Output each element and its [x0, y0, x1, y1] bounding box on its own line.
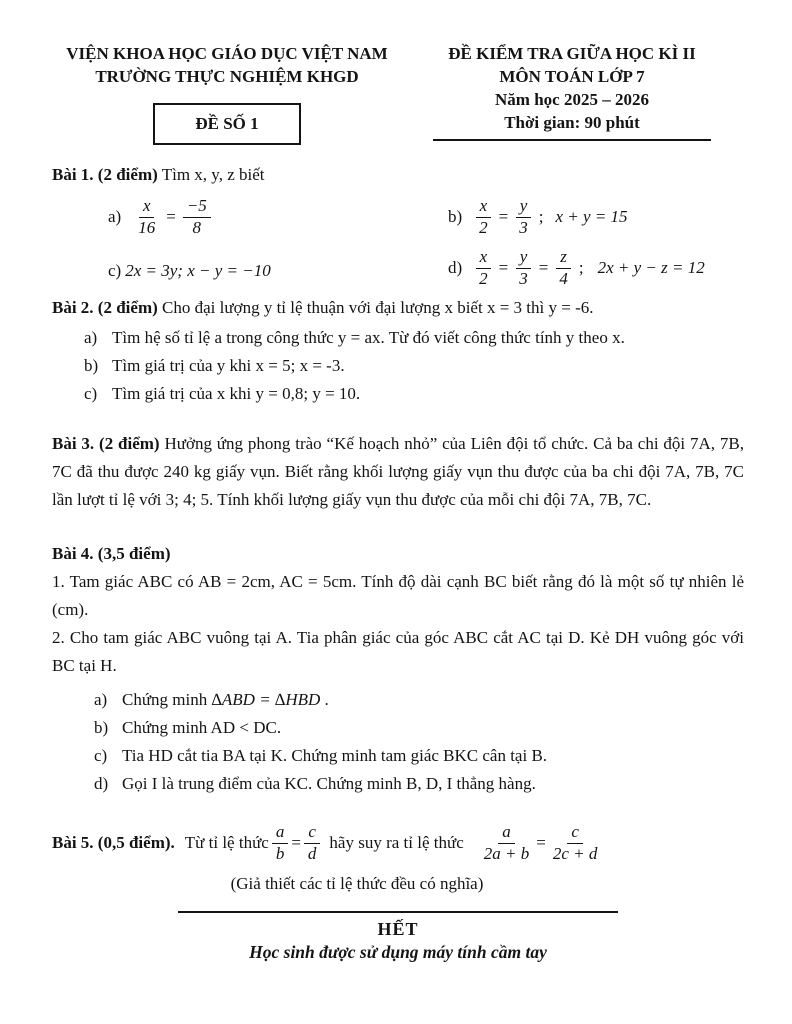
exam-title: ĐỀ KIỂM TRA GIỮA HỌC KÌ II — [448, 44, 696, 63]
fraction-numerator: y — [516, 196, 532, 218]
fraction-denominator: 2c + d — [552, 843, 598, 863]
bai1-item-c — [108, 247, 448, 288]
bai5-label: Bài 5. (0,5 điểm). — [52, 832, 175, 852]
fraction — [555, 247, 572, 288]
header-divider — [433, 139, 711, 141]
fraction — [475, 196, 492, 237]
bai3-paragraph — [52, 430, 744, 514]
bai4-item-d — [94, 770, 744, 798]
item-tag: b) — [84, 356, 99, 376]
equals-sign: = — [538, 257, 549, 277]
fraction-denominator: b — [275, 843, 285, 863]
bai1-item-b — [448, 196, 744, 237]
bai3-text: Hưởng ứng phong trào “Kế hoạch nhỏ” của Liên đội tổ chức. Cả ba chi đội 7A, 7B, 7C đã thu được 240 kg giấy vụn. Biết rằng khối lượng giấy vụn thu được của ba chi đội 7A, 7B, 7C lần lượt tỉ lệ với 3; 4; 5. Tính khối lượng giấy vụn thu được của mỗi chi đội 7A, 7B, 7C. — [52, 434, 744, 510]
fraction-denominator: 16 — [138, 217, 156, 237]
item-math: ∆ABD = ∆HBD — [211, 690, 321, 710]
fraction-denominator: d — [307, 843, 317, 863]
bai4-item-a — [94, 686, 744, 714]
bai1-problems — [108, 196, 744, 288]
fraction — [475, 247, 492, 288]
bai2-label: Bài 2. (2 điểm) — [52, 298, 158, 318]
item-tag: b) — [94, 718, 109, 738]
equals-sign: = — [291, 832, 301, 852]
fraction-denominator: 8 — [192, 217, 202, 237]
fraction-numerator: a — [498, 822, 515, 844]
fraction-numerator: z — [556, 247, 571, 269]
bai2-item-a — [84, 324, 744, 352]
bai5-text-2: hãy suy ra tỉ lệ thức — [329, 832, 464, 852]
equals-sign: = — [536, 832, 546, 852]
bai1-item-d — [448, 247, 744, 288]
header-right-block — [422, 42, 722, 141]
item-tag: a) — [94, 690, 108, 710]
subject-title: MÔN TOÁN LỚP 7 — [499, 67, 645, 86]
fraction — [480, 822, 533, 863]
bai2-item-b — [84, 352, 744, 380]
fraction-denominator: 3 — [519, 268, 528, 288]
item-tag: c) — [84, 384, 98, 404]
bai2-heading — [52, 294, 744, 322]
fraction — [134, 196, 159, 237]
bai1-label: Bài 1. (2 điểm) — [52, 165, 158, 184]
fraction-numerator: x — [476, 196, 492, 218]
footer-divider — [178, 911, 618, 913]
bai4-items — [52, 686, 744, 798]
bai1-intro: Tìm x, y, z biết — [157, 165, 265, 184]
item-text: Gọi I là trung điểm của KC. Chứng minh B, D, I thẳng hàng. — [122, 774, 536, 794]
bai4-heading: Bài 4. (3,5 điểm) — [52, 544, 171, 564]
exam-header — [52, 42, 744, 145]
fraction-numerator: c — [567, 822, 583, 844]
fraction — [549, 822, 602, 863]
fraction-numerator: c — [304, 822, 320, 844]
item-text — [122, 686, 329, 714]
item-text: Tia HD cắt tia BA tại K. Chứng minh tam giác BKC cân tại B. — [122, 746, 548, 766]
header-left-block — [52, 42, 402, 145]
bai2-items — [52, 324, 744, 408]
item-tag: b) — [448, 206, 463, 226]
fraction-numerator: x — [139, 196, 155, 218]
semicolon: ; — [538, 206, 544, 226]
item-tag: c) — [94, 746, 108, 766]
fraction — [272, 822, 289, 863]
equals-sign: = — [498, 257, 509, 277]
school-year: Năm học 2025 – 2026 — [495, 90, 649, 109]
calculator-note: Học sinh được sử dụng máy tính cầm tay — [249, 942, 547, 963]
bai4-item-b — [94, 714, 744, 742]
bai1-item-a — [108, 196, 448, 237]
bai4-problem-1: 1. Tam giác ABC có AB = 2cm, AC = 5cm. Tính độ dài cạnh BC biết rằng đó là một số tự nhiên lẻ (cm). — [52, 572, 744, 620]
fraction-denominator: 4 — [559, 268, 568, 288]
fraction — [515, 247, 532, 288]
bai3-label: Bài 3. (2 điểm) — [52, 434, 160, 454]
bai1-heading — [52, 161, 744, 188]
bai5-text-1: Từ tỉ lệ thức — [184, 832, 269, 852]
bai4-item-c — [94, 742, 744, 770]
exam-duration: Thời gian: 90 phút — [504, 113, 640, 132]
end-of-exam-label: HẾT — [377, 919, 419, 940]
fraction — [183, 196, 211, 237]
equals-sign: = — [166, 206, 176, 226]
bai1-b-equation: x + y = 15 — [555, 206, 628, 226]
bai1-d-equation: 2x + y − z = 12 — [597, 257, 705, 277]
item-text-prefix: Chứng minh — [122, 690, 212, 710]
bai5-note: (Giả thiết các tỉ lệ thức đều có nghĩa) — [230, 874, 484, 894]
bai2-intro: Cho đại lượng y tỉ lệ thuận với đại lượng x biết x = 3 thì y = -6. — [157, 298, 594, 318]
fraction-numerator: y — [516, 247, 532, 269]
school-name: TRƯỜNG THỰC NGHIỆM KHGD — [95, 67, 359, 86]
bai2-item-c — [84, 380, 744, 408]
item-text: Tìm giá trị của x khi y = 0,8; y = 10. — [112, 384, 361, 404]
item-tag: d) — [94, 774, 109, 794]
fraction-numerator: a — [272, 822, 289, 844]
item-text: Chứng minh AD < DC. — [122, 718, 282, 738]
fraction-numerator: −5 — [183, 196, 211, 218]
institution-name: VIỆN KHOA HỌC GIÁO DỤC VIỆT NAM — [66, 44, 388, 63]
item-text: Tìm giá trị của y khi x = 5; x = -3. — [112, 356, 345, 376]
item-tag: c) — [108, 260, 122, 280]
item-text: Tìm hệ số tỉ lệ a trong công thức y = ax. Từ đó viết công thức tính y theo x. — [112, 328, 625, 348]
semicolon: ; — [578, 257, 584, 277]
item-tag: a) — [108, 206, 122, 226]
fraction — [304, 822, 321, 863]
fraction-denominator: 2 — [479, 268, 488, 288]
fraction — [515, 196, 532, 237]
equals-sign: = — [498, 206, 509, 226]
fraction-denominator: 2 — [479, 217, 488, 237]
bai5-line — [52, 822, 744, 863]
exam-code-box: ĐỀ SỐ 1 — [153, 103, 300, 145]
bai1-c-equation: 2x = 3y; x − y = −10 — [125, 260, 271, 280]
item-text-suffix: . — [320, 690, 329, 710]
fraction-denominator: 3 — [519, 217, 528, 237]
item-tag: d) — [448, 257, 463, 277]
fraction-numerator: x — [476, 247, 492, 269]
item-tag: a) — [84, 328, 98, 348]
bai4-problem-2: 2. Cho tam giác ABC vuông tại A. Tia phân giác của góc ABC cắt AC tại D. Kẻ DH vuông góc với BC tại H. — [52, 628, 744, 676]
fraction-denominator: 2a + b — [483, 843, 530, 863]
